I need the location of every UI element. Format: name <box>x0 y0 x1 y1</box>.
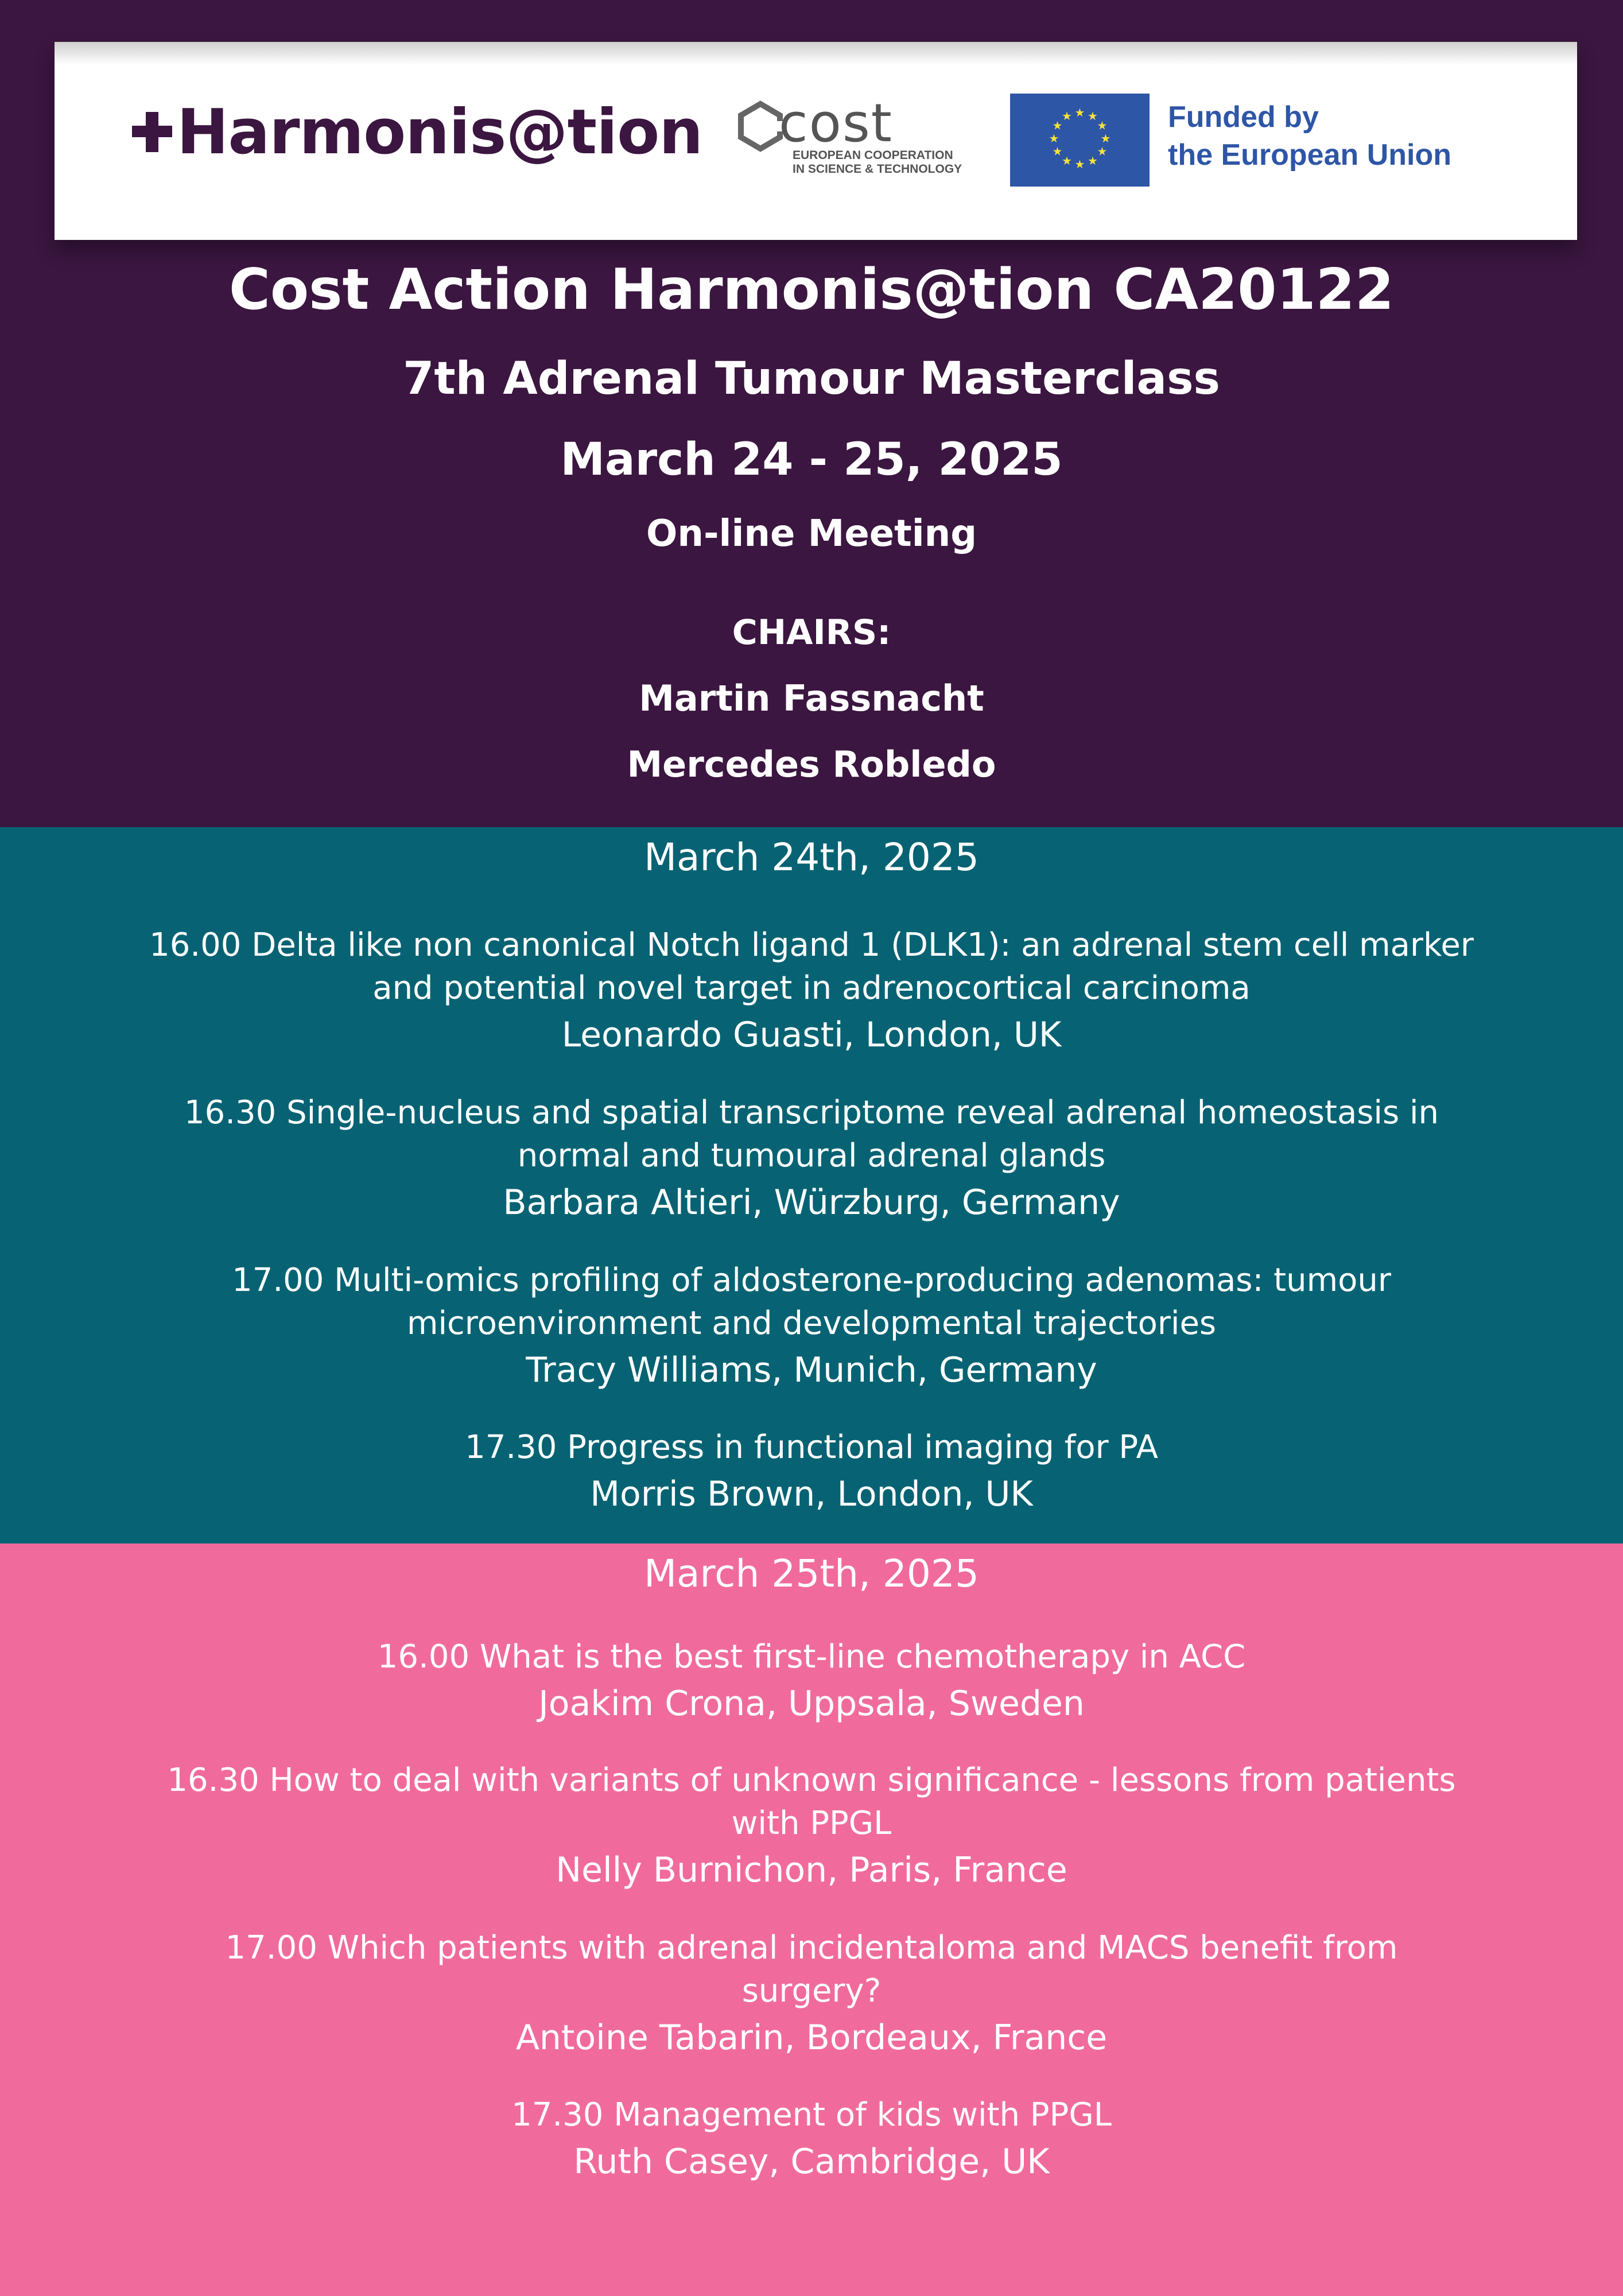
talk-title <box>115 2093 1508 2136</box>
talk-title-line-2: and potential novel target in adrenocortical carcinoma <box>372 969 1251 1007</box>
day2-talk-1 <box>115 1635 1508 1727</box>
chair-name-1: Martin Fassnacht <box>639 677 984 719</box>
talk-title <box>115 1635 1508 1678</box>
talk-title-line-1: 17.30 Progress in functional imaging for PA <box>465 1429 1158 1466</box>
day1-date: March 24th, 2025 <box>644 835 979 879</box>
talk-title-line-1: 17.00 Multi-omics profiling of aldosterone-producing adenomas: tumour <box>232 1262 1391 1299</box>
talk-title-line-1: 16.00 Delta like non canonical Notch ligand 1 (DLK1): an adrenal stem cell marker <box>149 926 1474 964</box>
svg-text:★: ★ <box>1074 157 1085 171</box>
svg-text:★: ★ <box>1062 109 1072 123</box>
chair-name-2: Mercedes Robledo <box>627 743 996 785</box>
harmonisation-mark-icon <box>132 112 172 152</box>
day2-talk-3 <box>115 1926 1508 2061</box>
cost-subtitle-line-2: IN SCIENCE & TECHNOLOGY <box>793 162 962 176</box>
eu-flag-icon <box>1010 94 1150 187</box>
talk-speaker: Antoine Tabarin, Bordeaux, France <box>515 2018 1108 2058</box>
eu-funding-text <box>1168 98 1451 174</box>
svg-text:★: ★ <box>1088 109 1098 123</box>
talk-title-line-2: normal and tumoural adrenal glands <box>517 1137 1106 1174</box>
talk-speaker: Tracy Williams, Munich, Germany <box>526 1350 1097 1390</box>
talk-speaker: Barbara Altieri, Würzburg, Germany <box>503 1182 1120 1223</box>
svg-text:★: ★ <box>1097 118 1108 133</box>
talk-title-line-2: surgery? <box>741 1972 882 2010</box>
talk-title <box>115 1759 1508 1845</box>
svg-text:★: ★ <box>1062 154 1072 168</box>
day2-section <box>0 1543 1623 2296</box>
talk-speaker: Leonardo Guasti, London, UK <box>561 1015 1062 1055</box>
eu-stars-icon <box>1010 94 1150 187</box>
svg-text:★: ★ <box>1052 144 1063 158</box>
talk-title-line-1: 17.00 Which patients with adrenal incidentaloma and MACS benefit from <box>225 1929 1398 1967</box>
talk-title <box>115 1259 1508 1345</box>
event-subtitle: 7th Adrenal Tumour Masterclass <box>403 353 1220 405</box>
talk-title-line-2: microenvironment and developmental trajectories <box>406 1305 1217 1342</box>
talk-title <box>115 1926 1508 2012</box>
event-dates: March 24 - 25, 2025 <box>560 434 1063 486</box>
cost-logo-word: cost <box>779 92 893 154</box>
svg-text:★: ★ <box>1074 106 1085 119</box>
day2-talk-2 <box>115 1759 1508 1893</box>
svg-text:★: ★ <box>1049 131 1059 145</box>
cost-logo <box>737 92 962 187</box>
talk-title <box>115 1426 1508 1469</box>
logo-bar <box>55 42 1577 240</box>
svg-text:★: ★ <box>1100 131 1111 145</box>
event-format: On-line Meeting <box>646 513 977 555</box>
harmonisation-logo-text: Harmonis@tion <box>177 96 703 168</box>
talk-speaker: Nelly Burnichon, Paris, France <box>556 1850 1067 1890</box>
eu-funding-line-1: Funded by <box>1168 100 1319 134</box>
talk-title <box>115 1091 1508 1177</box>
talk-title-line-1: 16.30 How to deal with variants of unknown significance - lessons from patients <box>167 1762 1456 1799</box>
cost-subtitle-line-1: EUROPEAN COOPERATION <box>793 149 953 162</box>
harmonisation-logo <box>132 95 702 169</box>
eu-funding-line-2: the European Union <box>1168 138 1451 172</box>
day1-talk-3 <box>115 1259 1508 1393</box>
svg-text:★: ★ <box>1052 118 1063 133</box>
day2-date: March 25th, 2025 <box>644 1552 979 1596</box>
svg-text:★: ★ <box>1088 154 1098 168</box>
talk-title-line-1: 17.30 Management of kids with PPGL <box>511 2096 1112 2134</box>
day1-talk-1 <box>115 924 1508 1058</box>
talk-title-line-1: 16.30 Single-nucleus and spatial transcriptome reveal adrenal homeostasis in <box>184 1094 1439 1131</box>
talk-speaker: Ruth Casey, Cambridge, UK <box>573 2142 1050 2182</box>
day1-talk-4 <box>115 1426 1508 1517</box>
day2-talk-4 <box>115 2093 1508 2185</box>
chairs-label: CHAIRS: <box>732 612 891 653</box>
event-title: Cost Action Harmonis@tion CA20122 <box>228 257 1395 323</box>
cost-hexagon-icon <box>737 100 783 152</box>
talk-title <box>115 924 1508 1010</box>
header-section <box>0 0 1623 827</box>
day1-talk-2 <box>115 1091 1508 1225</box>
talk-title-line-2: with PPGL <box>731 1805 892 1842</box>
talk-title-line-1: 16.00 What is the best first-line chemotherapy in ACC <box>377 1638 1246 1676</box>
svg-text:★: ★ <box>1097 144 1108 158</box>
talk-speaker: Joakim Crona, Uppsala, Sweden <box>538 1684 1085 1724</box>
day1-section <box>0 827 1623 1543</box>
cost-logo-subtitle <box>793 149 965 176</box>
talk-speaker: Morris Brown, London, UK <box>590 1474 1033 1514</box>
